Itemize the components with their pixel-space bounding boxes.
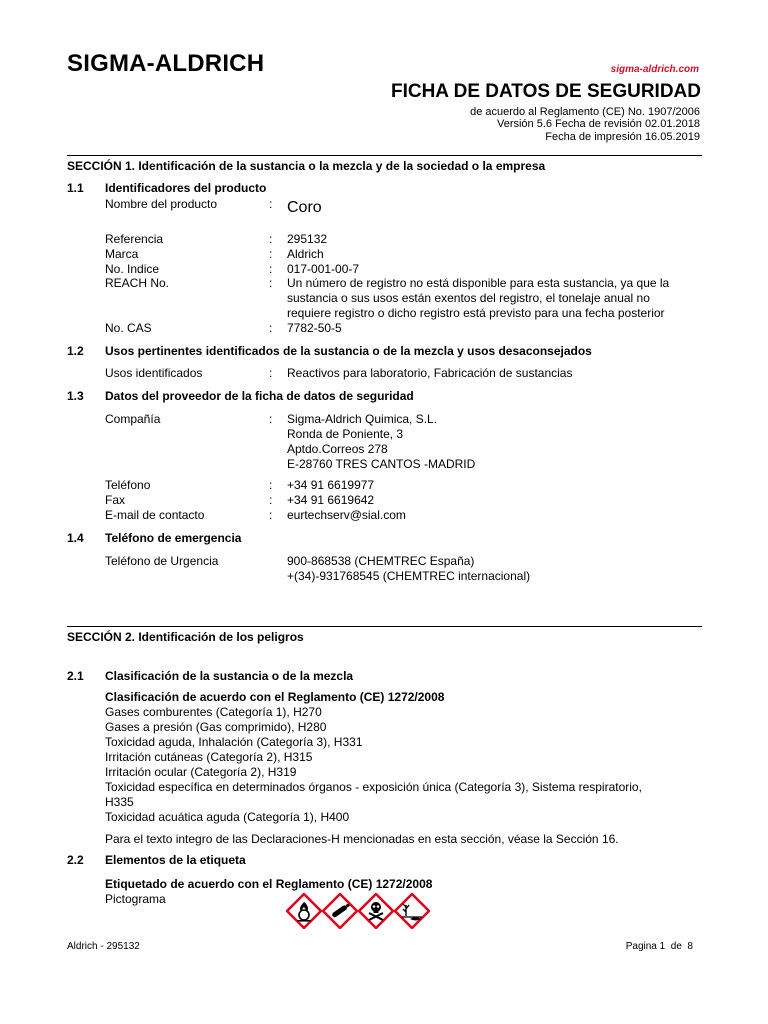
subsection-number: 1.2 xyxy=(67,344,84,358)
section-divider xyxy=(67,155,702,156)
urgent-phone-line: +(34)-931768545 (CHEMTREC internacional) xyxy=(287,569,531,583)
subsection-number: 1.1 xyxy=(67,181,84,195)
pictogram-label: Pictograma xyxy=(105,892,166,906)
subsection-title: Elementos de la etiqueta xyxy=(105,853,246,867)
brand-value: Aldrich xyxy=(287,247,324,261)
colon: : xyxy=(269,232,273,246)
phone-value[interactable]: +34 91 6619977 xyxy=(287,478,375,492)
product-name-label: Nombre del producto xyxy=(105,197,218,211)
email-label: E-mail de contacto xyxy=(105,508,205,522)
brand-logo: SIGMA-ALDRICH xyxy=(67,50,265,77)
uses-label: Usos identificados xyxy=(105,366,203,380)
subsection-number: 1.3 xyxy=(67,389,84,403)
colon: : xyxy=(269,366,273,380)
hazard-line: Gases comburentes (Categoría 1), H270 xyxy=(105,705,322,719)
reach-label: REACH No. xyxy=(105,276,170,290)
company-line: Ronda de Poniente, 3 xyxy=(287,427,404,441)
company-label: Compañía xyxy=(105,412,161,426)
product-name-value: Coro xyxy=(287,199,322,216)
section-divider xyxy=(67,626,702,627)
colon: : xyxy=(269,412,273,426)
colon: : xyxy=(269,197,273,211)
classification-heading: Clasificación de acuerdo con el Reglamento (CE) 1272/2008 xyxy=(105,690,445,704)
index-label: No. Indice xyxy=(105,262,160,276)
section-1-title: SECCIÓN 1. Identificación de la sustancia o la mezcla y de la sociedad o la empresa xyxy=(67,159,546,173)
subsection-number: 2.2 xyxy=(67,853,84,867)
subsection-title: Clasificación de la sustancia o de la mezcla xyxy=(105,669,354,683)
colon: : xyxy=(269,247,273,261)
document-title: FICHA DE DATOS DE SEGURIDAD xyxy=(390,81,701,102)
phone-label: Teléfono xyxy=(105,478,151,492)
colon: : xyxy=(269,508,273,522)
fax-value: +34 91 6619642 xyxy=(287,493,375,507)
website-link[interactable]: sigma-aldrich.com xyxy=(610,64,699,75)
skull-crossbones-icon xyxy=(358,893,394,929)
colon: : xyxy=(269,276,273,290)
h-statements-note: Para el texto integro de las Declaraciones-H mencionadas en esta sección, véase la Sección 16. xyxy=(105,832,619,846)
subsection-title: Teléfono de emergencia xyxy=(105,531,242,545)
cas-label: No. CAS xyxy=(105,321,152,335)
email-link[interactable]: eurtechserv@sial.com xyxy=(287,508,406,522)
print-date-line: Fecha de impresión 16.05.2019 xyxy=(545,131,700,143)
reference-label: Referencia xyxy=(105,232,164,246)
reach-value-line: Un número de registro no está disponible para esta sustancia, ya que la xyxy=(287,276,670,290)
colon: : xyxy=(269,262,273,276)
hazard-line: Irritación ocular (Categoría 2), H319 xyxy=(105,765,297,779)
index-value: 017-001-00-7 xyxy=(287,262,360,276)
hazard-line: Toxicidad aguda, Inhalación (Categoría 3), H331 xyxy=(105,735,363,749)
reach-value-line: sustancia o sus usos están exentos del registro, el tonelaje anual no xyxy=(287,291,650,305)
company-line: E-28760 TRES CANTOS -MADRID xyxy=(287,457,476,471)
colon: : xyxy=(269,321,273,335)
colon: : xyxy=(269,493,273,507)
company-line: Sigma-Aldrich Quimica, S.L. xyxy=(287,412,438,426)
cas-value: 7782-50-5 xyxy=(287,321,342,335)
subsection-number: 2.1 xyxy=(67,669,84,683)
hazard-line: Toxicidad acuática aguda (Categoría 1), H400 xyxy=(105,810,350,824)
brand-label: Marca xyxy=(105,247,139,261)
regulation-line: de acuerdo al Reglamento (CE) No. 1907/2006 xyxy=(470,106,700,118)
footer-product-ref: Aldrich - 295132 xyxy=(67,941,140,952)
subsection-title: Identificadores del producto xyxy=(105,181,267,195)
version-line: Versión 5.6 Fecha de revisión 02.01.2018 xyxy=(496,118,700,130)
subsection-number: 1.4 xyxy=(67,531,84,545)
uses-value: Reactivos para laboratorio, Fabricación de sustancias xyxy=(287,366,573,380)
urgent-phone-line: 900-868538 (CHEMTREC España) xyxy=(287,554,475,568)
urgent-phone-label: Teléfono de Urgencia xyxy=(105,554,219,568)
flame-over-circle-icon xyxy=(286,893,322,929)
hazard-line: H335 xyxy=(105,795,134,809)
subsection-title: Usos pertinentes identificados de la sustancia o de la mezcla y usos desaconsejados xyxy=(105,344,592,358)
hazard-line: Toxicidad específica en determinados órganos - exposición única (Categoría 3), Sistema respiratorio, xyxy=(105,780,642,794)
footer-page-number: Pagina 1 de 8 xyxy=(625,941,693,952)
colon: : xyxy=(269,478,273,492)
reference-value: 295132 xyxy=(287,232,328,246)
hazard-line: Irritación cutáneas (Categoría 2), H315 xyxy=(105,750,313,764)
fax-label: Fax xyxy=(105,493,126,507)
reach-value-line: requiere registro o dicho registro está previsto para una fecha posterior xyxy=(287,306,665,320)
subsection-title: Datos del proveedor de la ficha de datos de seguridad xyxy=(105,389,414,403)
company-line: Aptdo.Correos 278 xyxy=(287,442,388,456)
hazard-line: Gases a presión (Gas comprimido), H280 xyxy=(105,720,327,734)
environment-icon xyxy=(394,893,430,929)
gas-cylinder-icon xyxy=(322,893,358,929)
section-2-title: SECCIÓN 2. Identificación de los peligros xyxy=(67,630,304,644)
labelling-heading: Etiquetado de acuerdo con el Reglamento (CE) 1272/2008 xyxy=(105,877,433,891)
